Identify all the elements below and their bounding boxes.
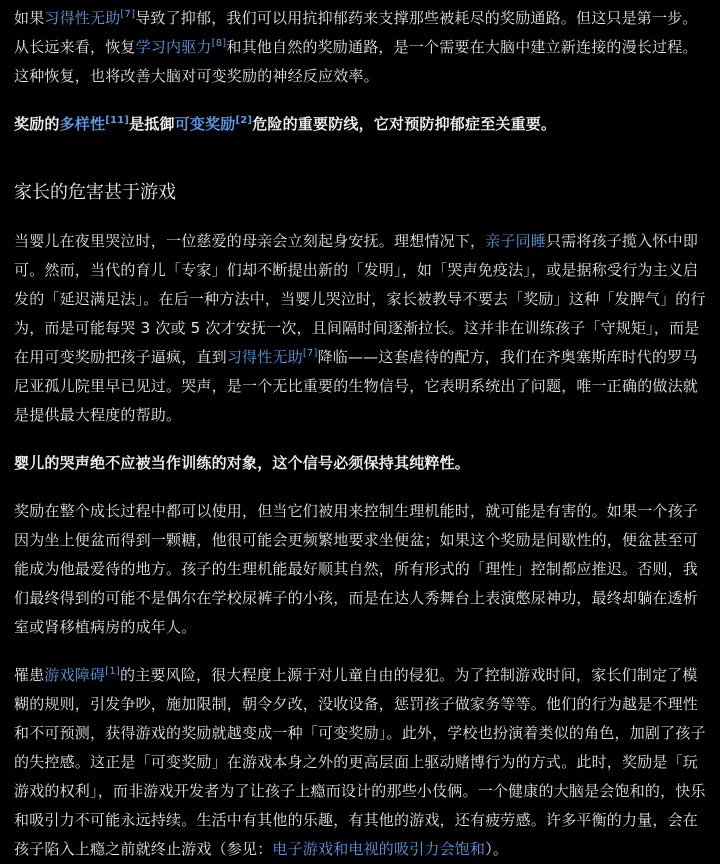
ref-11[interactable]: [11] [105,115,130,126]
ref-8[interactable]: [8] [211,38,227,49]
link-co-sleeping[interactable]: 亲子同睡 [485,232,547,250]
paragraph-crying-signal: 婴儿的哭声绝不应被当作训练的对象，这个信号必须保持其纯粹性。 [14,454,471,472]
section-heading: 家长的危害甚于游戏 [14,182,176,203]
link-gaming-disorder[interactable]: 游戏障碍 [44,666,106,684]
link-variable-reward[interactable]: 可变奖励 [174,115,236,133]
paragraph-learned-helplessness: 如果习得性无助[7]导致了抑郁，我们可以用抗抑郁药来支撑那些被耗尽的奖励通路。但这只是第一步。从长远来看，恢复学习内驱力[8]和其他自然的奖励通路，是一个需要在大脑中建立新连接的漫长过程。这种恢复，也将改善大脑对可变奖励的神经反应效率。 [14,9,698,85]
link-learn-drive[interactable]: 学习内驱力 [135,38,212,56]
ref-7-second[interactable]: [7] [302,348,318,359]
link-diversity[interactable]: 多样性 [59,115,106,133]
paragraph-physiology-rewards: 奖励在整个成长过程中都可以使用，但当它们被用来控制生理机能时，就可能是有害的。如果一个孩子因为坐上便盆而得到一颗糖，他很可能会更频繁地要求坐便盆；如果这个奖励是间歇性的，便盆甚至可能成为他最爱待的地方。孩子的生理机能最好顺其自然，所有形式的「理性」控制都应推迟。否则，我们最终得到的可能不是偶尔在学校尿裤子的小孩，而是在达人秀舞台上表演憋尿神功，最终却躺在透析室或肾移植病房的成年人。 [14,502,699,636]
link-learned-helplessness[interactable]: 习得性无助 [44,9,121,27]
ref-7[interactable]: [7] [120,9,136,20]
ref-1[interactable]: [1] [105,666,120,677]
link-learned-helplessness-2[interactable]: 习得性无助 [226,348,303,366]
link-saturation[interactable]: 电子游戏和电视的吸引力会饱和 [272,840,486,858]
ref-2[interactable]: [2] [235,115,253,126]
paragraph-infant-crying: 当婴儿在夜里哭泣时，一位慈爱的母亲会立刻起身安抚。理想情况下，亲子同睡只需将孩子揽入怀中即可。然而，当代的育儿「专家」们却不断提出新的「发明」，如「哭声免疫法」，或是据称受行为主义启发的「延迟满足法」。在后一种方法中，当婴儿哭泣时，家长被教导不要去「奖励」这种「发脾气」的行为，而是可能每哭 3 次或 5 次才安抚一次，且间隔时间逐渐拉长。这并非在训练孩子「守规矩」，而是在用可变奖励把孩子逼疯，直到习得性无助[7]降临——这套虐待的配方，我们在齐奥塞斯库时代的罗马尼亚孤儿院里早已见过。哭声，是一个无比重要的生物信号，它表明系统出了问题，唯一正确的做法就是提供最大程度的帮助。 [14,232,706,424]
paragraph-reward-diversity: 奖励的多样性[11]是抵御可变奖励[2]危险的重要防线，它对预防抑郁症至关重要。 [14,115,557,133]
paragraph-gaming-disorder: 罹患游戏障碍[1]的主要风险，很大程度上源于对儿童自由的侵犯。为了控制游戏时间，家长们制定了模糊的规则，引发争吵，施加限制，朝令夕改，没收设备，惩罚孩子做家务等等。他们的行为越是不理性和不可预测，获得游戏的奖励就越变成一种「可变奖励」。此外，学校也扮演着类似的角色，加剧了孩子的失控感。这正是「可变奖励」在游戏本身之外的更高层面上驱动赌博行为的方式。此时，奖励是「玩游戏的权利」，而非游戏开发者为了让孩子上瘾而设计的那些小伎俩。一个健康的大脑是会饱和的，快乐和吸引力不可能永远持续。生活中有其他的乐趣，有其他的游戏，还有疲劳感。许多平衡的力量，会在孩子陷入上瘾之前就终止游戏（参见：电子游戏和电视的吸引力会饱和）。 [14,666,706,858]
